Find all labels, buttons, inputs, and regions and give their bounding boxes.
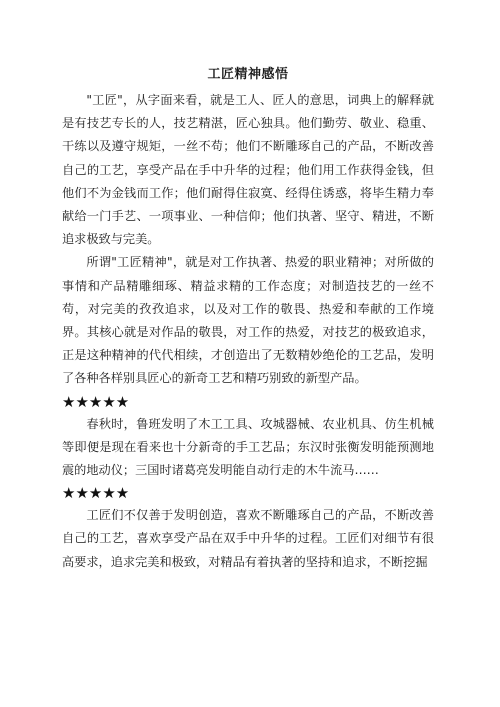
star-separator: ★★★★★ bbox=[62, 392, 130, 411]
star-separator: ★★★★★ bbox=[62, 484, 130, 503]
document-title: 工匠精神感悟 bbox=[207, 67, 289, 82]
paragraph-2: 所谓"工匠精神"，就是对工作执著、热爱的职业精神；对所做的事情和产品精雕细琢、精益求精的工作态度；对制造技艺的一丝不苟，对完美的孜孜追求，以及对工作的敬畏、热爱和奉献的工作境界。其核心就是对作品的敬畏，对工作的热爱，对技艺的极致追求，正是这种精神的代代相续，才创造出了无数精妙绝伦的工艺品，发明了各种各样别具匠心的新奇工艺和精巧别致的新型产品。 bbox=[62, 255, 434, 386]
paragraph-4: 工匠们不仅善于发明创造，喜欢不断雕琢自己的产品，不断改善自己的工艺，喜欢享受产品在双手中升华的过程。工匠们对细节有很高要求，追求完美和极致，对精品有着执著的坚持和追求，不断挖掘 bbox=[62, 508, 434, 569]
paragraph-3: 春秋时，鲁班发明了木工工具、攻城器械、农业机具、仿生机械等即便是现在看来也十分新奇的手工艺品；东汉时张衡发明能预测地震的地动仪；三国时诸葛亮发明能自动行走的木牛流马…… bbox=[62, 416, 434, 478]
paragraph-1: "工匠"，从字面来看，就是工人、匠人的意思，词典上的解释就是有技艺专长的人，技艺精湛，匠心独具。他们勤劳、敬业、稳重、干练以及遵守规矩，一丝不苟；他们不断雕琢自己的产品，不断改善自己的工艺，享受产品在手中升华的过程；他们用工作获得金钱，但他们不为金钱而工作；他们耐得住寂寞、经得住诱惑，将毕生精力奉献给一门手艺、一项事业、一种信仰；他们执著、坚守、精进，不断追求极致与完美。 bbox=[62, 93, 434, 247]
